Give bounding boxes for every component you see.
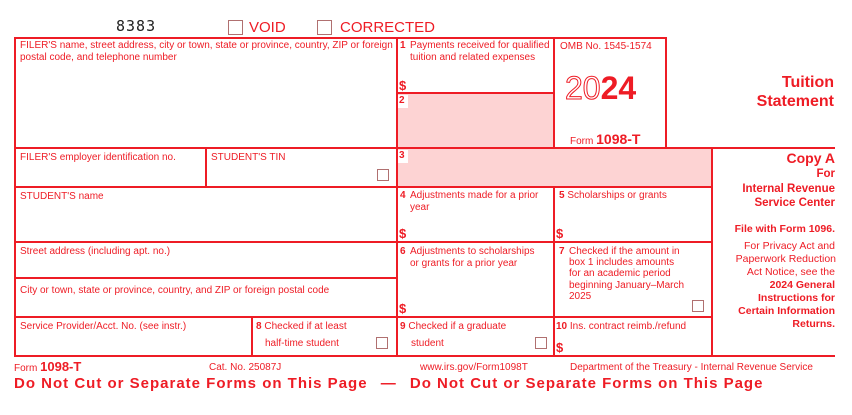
box-7-checkbox[interactable] [692,300,704,312]
box-10-label: 10 Ins. contract reimb./refund [556,321,687,332]
street-address-label: Street address (including apt. no.) [20,246,171,257]
box-7-label: 7 Checked if the amount in box 1 includes amounts for an academic period beginning January–March 2025 [559,246,685,302]
form-top-border [14,37,666,39]
box-9-checkbox[interactable] [535,337,547,349]
tin-checkbox[interactable] [377,169,389,181]
tax-year-bold: 24 [600,70,637,106]
irs-line1: Internal Revenue [742,183,835,195]
student-tin-field[interactable] [207,165,372,186]
void-checkbox[interactable] [228,20,243,35]
box-8-number: 8 [256,321,262,332]
row4-line [14,186,711,188]
corrected-label: CORRECTED [340,19,436,36]
filer-ein-label: FILER'S employer identification no. [20,152,176,163]
tax-year [565,70,636,106]
service-provider-label: Service Provider/Acct. No. (see instr.) [20,321,187,332]
cut-warning-left: Do Not Cut or Separate Forms on This Page [14,375,368,392]
cat-no: Cat. No. 25087J [209,362,282,373]
box-4-dollar: $ [399,226,407,241]
box-10-amount-field[interactable] [567,340,709,354]
filer-name-field[interactable] [15,65,396,147]
city-field[interactable] [15,298,396,316]
box8-divider [251,316,253,356]
box1-bottom-line [396,92,554,94]
form-code: 8383 [116,17,157,35]
box-1-label: 1 Payments received for qualified tuition and related expenses [400,40,550,63]
omb-form-id: Form 1098-T [570,131,641,147]
box-6-dollar: $ [399,301,407,316]
box-6-amount-field[interactable] [410,301,552,315]
street-address-field[interactable] [15,258,396,277]
box-3-shade [397,148,711,186]
omb-right-border [665,37,667,148]
box-8-label-line2: half-time student [265,338,339,349]
box-2-number: 2 [398,95,408,108]
box-8-checkbox[interactable] [376,337,388,349]
for-label: For [816,168,835,180]
filer-ein-field[interactable] [15,165,205,186]
filer-name-label: FILER'S name, street address, city or town, state or province, country, ZIP or foreign postal code, and telephone number [20,40,393,63]
cut-warning-right: Do Not Cut or Separate Forms on This Page [409,375,764,392]
service-provider-field[interactable] [15,334,251,355]
box-5-amount-field[interactable] [567,226,709,240]
omb-number: OMB No. 1545-1574 [560,41,652,52]
department: Department of the Treasury - Internal Revenue Service [570,362,813,373]
box-col-divider-top [553,37,555,148]
box-5-dollar: $ [556,226,564,241]
box-2-shade [397,93,553,147]
irs-line2: Service Center [754,197,835,209]
box-3-number: 3 [398,150,408,163]
irs-url[interactable]: www.irs.gov/Form1098T [420,362,528,373]
box-9-label-line2: student [411,338,444,349]
row9-line [14,316,711,318]
city-label: City or town, state or province, country, and ZIP or foreign postal code [20,285,330,296]
main-col-divider [396,37,398,356]
student-name-label: STUDENT'S name [20,191,104,202]
corrected-checkbox[interactable] [317,20,332,35]
file-with-label: File with Form 1096. [734,223,835,235]
box-9-label: 9 Checked if a graduate [400,321,507,332]
box-4-amount-field[interactable] [410,226,552,240]
void-label: VOID [249,19,286,36]
tax-year-outline: 20 [565,70,601,106]
copy-label: Copy A [786,150,835,166]
cut-warning-dash: — [380,375,397,392]
student-tin-label: STUDENT'S TIN [211,152,286,163]
city-line [14,277,397,279]
box-8-label: 8 Checked if at least [256,321,347,332]
student-name-field[interactable] [15,204,396,241]
row6-line [14,241,711,243]
box-6-label: 6 Adjustments to scholarships or grants for a prior year [400,246,535,269]
box-4-label: 4 Adjustments made for a prior year [400,190,539,213]
cut-warning [14,375,763,392]
box-10-dollar: $ [556,340,564,355]
privacy-notice: For Privacy Act and Paperwork Reduction Act Notice, see the 2024 General Instructions for Certain Information Returns. [735,240,836,330]
copy-a-block [713,150,835,331]
footer-form-id: Form 1098-T [14,359,82,374]
box-5-label: 5 Scholarships or grants [559,190,667,201]
box-1-amount-field[interactable] [410,78,552,92]
box-col-divider-bottom [553,186,555,356]
form-title: Tuition Statement [756,74,834,110]
box-1-dollar: $ [399,78,407,93]
